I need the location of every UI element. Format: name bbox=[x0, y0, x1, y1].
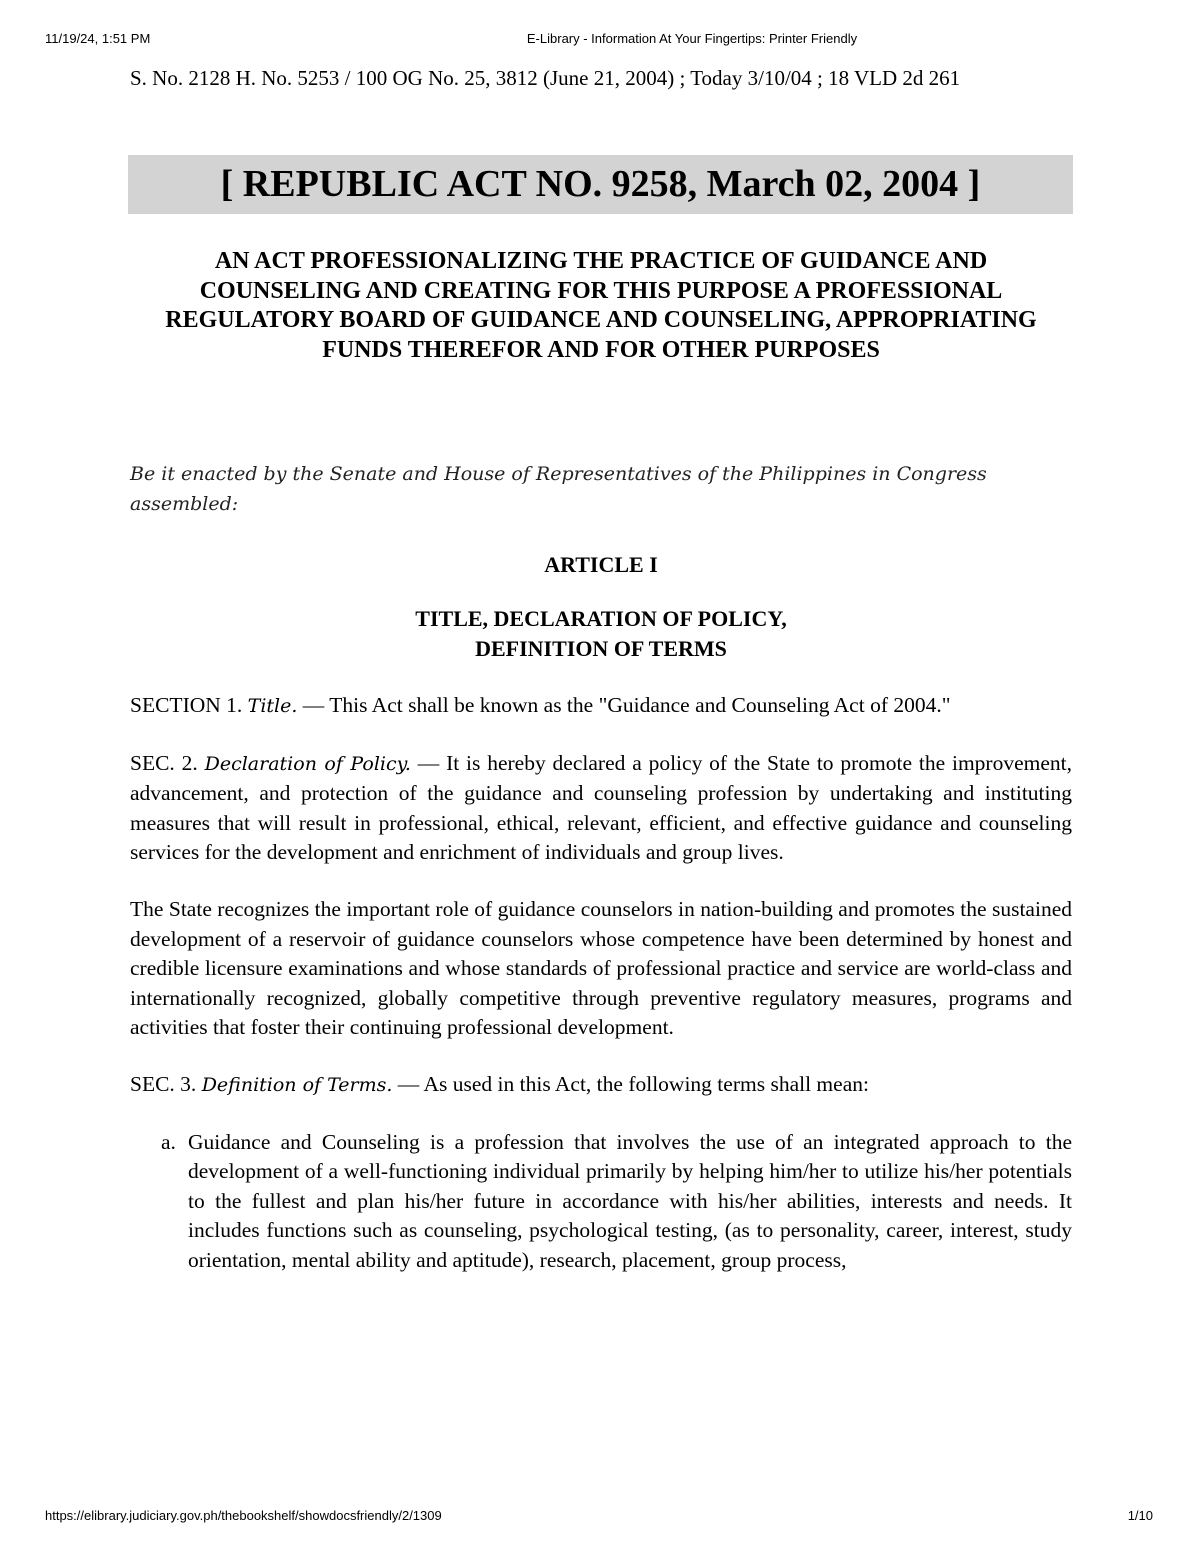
section-3-label: SEC. 3. bbox=[130, 1071, 202, 1096]
print-url: https://elibrary.judiciary.gov.ph/thebookshelf/showdocsfriendly/2/1309 bbox=[45, 1508, 442, 1523]
enacting-clause: Be it enacted by the Senate and House of Representatives of the Philippines in Congress assembled: bbox=[130, 463, 987, 515]
section-2-text: — It is hereby declared a policy of the State to promote the improvement, advancement, and protection of the guidance and counseling profession by undertaking and instituting measures that will result in professional, ethical, relevant, efficient, and effective guidance and counseling services for the development and enrichment of individuals and group lives. bbox=[130, 750, 1072, 865]
section-3-text: — As used in this Act, the following terms shall mean: bbox=[392, 1071, 869, 1096]
section-2-label: SEC. 2. bbox=[130, 750, 205, 775]
article-subheading-line-2: DEFINITION OF TERMS bbox=[475, 636, 727, 661]
republic-act-banner: [ REPUBLIC ACT NO. 9258, March 02, 2004 ] bbox=[128, 155, 1073, 214]
section-3-title: Definition of Terms. bbox=[201, 1073, 393, 1096]
section-3 bbox=[130, 1070, 1072, 1101]
article-heading: ARTICLE I bbox=[544, 552, 658, 577]
article-subheading-line-1: TITLE, DECLARATION OF POLICY, bbox=[415, 606, 787, 631]
definition-text: Guidance and Counseling is a profession that involves the use of an integrated approach to the development of a well-functioning individual primarily by helping him/her to utilize his/her potentials to the fullest and plan his/her future in accordance with his/her abilities, interests and needs. It includes functions such as counseling, psychological testing, (as to personality, career, interest, study orientation, mental ability and aptitude), research, placement, group process, bbox=[188, 1129, 1072, 1272]
section-2-paragraph-2: The State recognizes the important role of guidance counselors in nation-building and promotes the sustained development of a reservoir of guidance counselors whose competence have been determined by honest and credible licensure examinations and whose standards of professional practice and service are world-class and internationally recognized, globally competitive through preventive regulatory measures, programs and activities that foster their continuing professional development. bbox=[130, 896, 1072, 1040]
section-1-title: Title. bbox=[247, 695, 298, 717]
document-body bbox=[130, 64, 1072, 1276]
definition-item bbox=[161, 1128, 1072, 1276]
section-1-label: SECTION 1. bbox=[130, 693, 248, 717]
act-title: AN ACT PROFESSIONALIZING THE PRACTICE OF GUIDANCE AND COUNSELING AND CREATING FOR THIS PURPOSE A PROFESSIONAL REGULATORY BOARD OF GUIDANCE AND COUNSELING, APPROPRIATING FUNDS THEREFOR AND FOR OTHER PURPOSES bbox=[165, 248, 1037, 363]
citation-line: S. No. 2128 H. No. 5253 / 100 OG No. 25, 3812 (June 21, 2004) ; Today 3/10/04 ; 18 VLD 2d 261 bbox=[130, 66, 961, 90]
print-page-number: 1/10 bbox=[1127, 1508, 1153, 1523]
section-2-title: Declaration of Policy. bbox=[204, 752, 411, 775]
article-subheading bbox=[130, 604, 1072, 664]
definition-marker: a. bbox=[161, 1129, 176, 1154]
section-1 bbox=[130, 691, 1072, 722]
section-2 bbox=[130, 749, 1072, 868]
print-datetime: 11/19/24, 1:51 PM bbox=[45, 31, 151, 46]
print-page-title: E-Library - Information At Your Fingertips: Printer Friendly bbox=[526, 31, 858, 46]
section-1-text: — This Act shall be known as the "Guidance and Counseling Act of 2004." bbox=[297, 693, 951, 717]
